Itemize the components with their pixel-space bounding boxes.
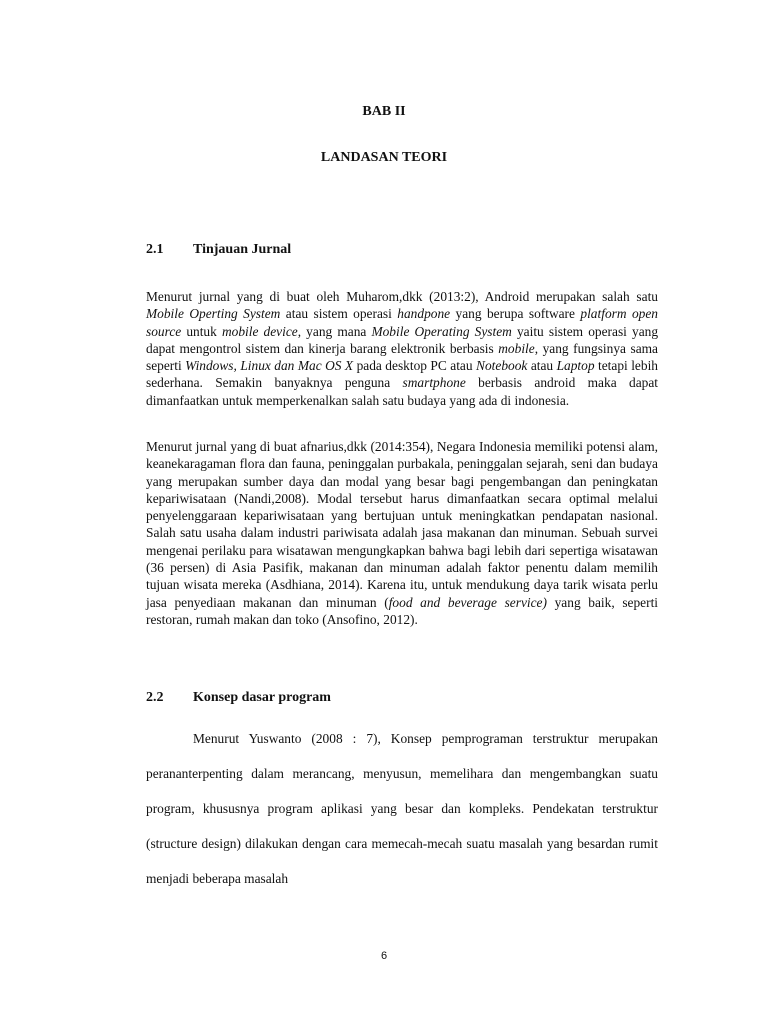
page-number: 6 [380, 950, 388, 962]
italic-term: Windows, Linux dan Mac OS X [185, 358, 354, 374]
text-run: atau sistem operasi [280, 306, 398, 322]
text-run: atau [527, 358, 557, 374]
text-run: Menurut jurnal yang di buat oleh Muharom,dkk (2013:2), Android merupakan salah satu [146, 289, 658, 304]
section-number: 2.1 [146, 242, 164, 257]
text-run: pada desktop PC atau [353, 358, 477, 374]
text-run: untuk [181, 323, 222, 339]
text-run: , yang mana [297, 323, 372, 339]
section-heading-2-2 [146, 690, 331, 706]
section-title: Tinjauan Jurnal [193, 242, 292, 257]
text-run: yang berupa software [450, 306, 581, 322]
section-title: Konsep dasar program [193, 690, 331, 705]
italic-term: Laptop [556, 358, 595, 374]
paragraph-tinjauan-1 [146, 288, 658, 409]
text-run: berbasis android maka dapat dimanfaatkan untuk memperkenalkan salah satu budaya yang ada di indonesia. [146, 375, 658, 408]
italic-term: Mobile Operting System [146, 306, 281, 322]
italic-term: food and beverage service) [388, 594, 547, 610]
text-run: yang baik, seperti restoran, rumah makan dan toko (Ansofino, 2012). [146, 594, 659, 627]
paragraph-tinjauan-2 [146, 438, 658, 628]
italic-term: platform open source [146, 306, 658, 339]
text-run: , yang fungsinya sama seperti [146, 340, 658, 374]
text-run: Menurut jurnal yang di buat afnarius,dkk (2014:354), Negara Indonesia memiliki potensi alam, keanekaragaman flora dan fauna, peninggalan purbakala, peninggalan sejarah, seni dan budaya yang merupakan sumber daya dan modal yang besar bagi pengembangan dan peningkatan kepariwisataan (Nandi,2008). Modal tersebut harus dimanfaatkan secara optimal melalui penyelenggaraan kepariwisataan yang bertujuan untuk meningkatkan pendapatan nasional. Salah satu usaha dalam industri pariwisata adalah jasa makanan dan minuman. Sebuah survei mengenai perilaku para wisatawan mengungkapkan bahwa bagi lebih dari sepertiga wisatawan (36 persen) di Asia Pasifik, makanan dan minuman adalah faktor penentu dalam memilih tujuan wisata mereka (Asdhiana, 2014). Karena itu, untuk mendukung daya tarik wisata perlu jasa penyediaan makanan dan minuman ( [146, 439, 658, 610]
italic-term: mobile [498, 340, 535, 356]
italic-term: smartphone [402, 375, 466, 391]
text-run: yaitu sistem operasi yang dapat mengontrol sistem dan kinerja barang elektronik berbasis [146, 323, 659, 356]
section-number: 2.2 [146, 690, 164, 705]
chapter-title: LANDASAN TEORI [320, 150, 448, 165]
italic-term: handpone [397, 306, 451, 322]
italic-term: Notebook [476, 358, 528, 374]
italic-term: Mobile Operating System [371, 323, 512, 339]
chapter-label: BAB II [362, 104, 406, 119]
italic-term: mobile device [221, 323, 298, 339]
text-run: tetapi lebih sederhana. Semakin banyaknya penguna [146, 358, 658, 391]
paragraph-konsep: Menurut Yuswanto (2008 : 7), Konsep pemprograman terstruktur merupakan perananterpenting dalam merancang, menyusun, memelihara dan mengembangkan suatu program, khususnya program aplikasi yang besar dan kompleks. Pendekatan terstruktur (structure design) dilakukan dengan cara memecah-mecah suatu masalah yang besardan rumit menjadi beberapa masalah [146, 731, 658, 886]
section-heading-2-1 [146, 242, 291, 258]
